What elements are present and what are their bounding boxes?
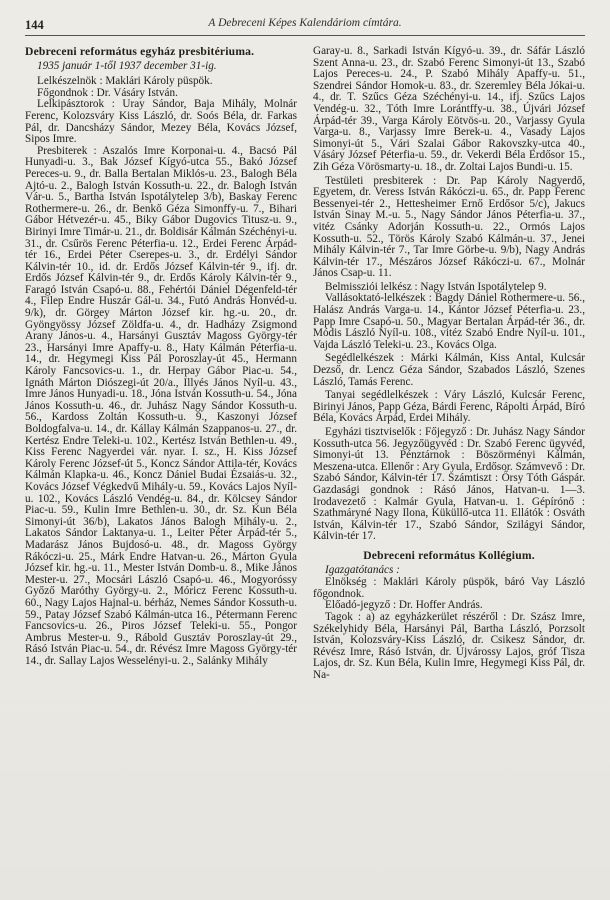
left-column bbox=[25, 46, 297, 681]
running-title: A Debreceni Képes Kalendáriom címtára. bbox=[208, 17, 402, 29]
college-presidency-line: Elnökség : Maklári Károly püspök, báró Vay László főgondnok. bbox=[313, 576, 585, 600]
farm-assistant-pastors-paragraph: Tanyai segédlelkészek : Váry László, Kulcsár Ferenc, Birinyi János, Papp Géza, Bárdi Ferenc, Rápolti Árpád, Bíró Béla, Kovács Árpád, Erdei Mihály. bbox=[313, 389, 585, 425]
presbytery-date-range: 1935 január 1-től 1937 december 31-ig. bbox=[37, 59, 217, 72]
pastors-paragraph: Lelkipásztorok : Uray Sándor, Baja Mihály, Molnár Ferenc, Kolozsváry Kiss László, dr. Soós Béla, dr. Farkas Pál, dr. Dancsházy Sándor, Mezey Béla, Kovács József, Sipos Imre. bbox=[25, 98, 297, 146]
presbyters-paragraph-part1: Presbiterek : Aszalós Imre Korponai-u. 4., Bacsó Pál Hunyadi-u. 3., Bak József Kígyó-utca 55., Bakó József Pereces-u. 9., dr. Balla Bertalan Miklós-u. 23., Balogh Béla Ajtó-u. 2., Balogh István Kossuth-u. 22., dr. Balogh István Vár-u. 5., Bartha István Ispotálytelep 3/b), Baskay Ferenc Rothermere-u. 26., dr. Benkő Géza Simonffy-u. 7., Bihari Gábor Hétvezér-u. 45., Biky Gábor Dugovics Titusz-u. 9., Birinyi Imre Timár-u. 21., dr. Boldisár Kálmán Széchényi-u. 31., dr. Csűrös Ferenc Péterfia-u. 12., Erdei Ferenc Árpád-tér 16., Erdei Péter Cserepes-u. 3., dr. Erdélyi Sándor Kálvin-tér 10., id. dr. Erdős József Kálvin-tér 9., ifj. dr. Erdős József Kálvin-tér 9., dr. Erdős Károly Kálvin-tér 9., Faragó István Csapó-u. 88., Fehértói Dániel Dégenfeld-tér 4., Filep Endre Huszár Gál-u. 34., Futó András Honvéd-u. 9/k), dr. Görgey Márton József kir. hg.-u. 20., dr. Gyöngyössy József Zöldfa-u. 4., dr. Hadházy Zsigmond Arany János-u. 4., Harsányi Gusztáv Magoss György-tér 23., Harsányi Imre Apaffy-u. 8., Haty Kálmán Péterfia-u. 14., dr. Hegymegi Kiss Pál Poroszlay-út 45., Hermann Károly Fancsovics-u. 1., dr. Herpay Gábor Piac-u. 54., Ignáth Márton Diószegi-út 20/a., Illyés János Nyíl-u. 43., Imre János Hunyadi-u. 18., Jóna István Kossuth-u. 54., Jóna János Kossuth-u. 46., dr. Juhász Nagy Sándor Kossuth-u. 56., Kardoss Zoltán Kossuth-u. 9., Kaszonyi József Boldogfalva-u. 14., dr. Kállay Kálmán Szappanos-u. 27., dr. Kertész Endre Teleki-u. 102., Kertész István Bethlen-u. 49., Kiss Ferenc Nagyerdei vár. nyar. I. sz., H. Kiss József Károly Ferenc József-út 5., Koncz Sándor Attila-tér, Kovács Kálmán Klapka-u. 46., Koncz Dániel Budai Ézsaiás-u. 32., Kovács József Végkedvű Mihály-u. 59., Kovács Lajos Nyíl-u. 102., Kovács László Vendég-u. 84., dr. Kölcsey Sándor Piac-u. 59., Kulin Imre Bethlen-u. 30., dr. Sz. Kun Béla Simonyi-út 36/b), Lakatos János Balogh Mihály-u. 2., Lakatos Sándor Laktanya-u. 1., Leiter Péter Árpád-tér 5., Madarász János Bujdosó-u. 48., dr. Magoss György Rákóczi-u. 25., Márk Endre Hatvan-u. 26., Márton Gyula József kir. hg.-u. 11., Mester István Domb-u. 8., Mike János Mester-u. 27., Mocsári László Csapó-u. 46., Mogyoróssy Győző Maróthy György-u. 2., Móricz Ferenc Kossuth-u. 60., Nagy Lajos Hajnal-u. bérház, Nemes Sándor Kossuth-u. 59., Patay József Szabó Kálmán-utca 16., Pétermann Ferenc Fancsovics-u. 26., Piros József Teleki-u. 55., Pongor Ambrus Mester-u. 9., Rábold Gusztáv Poroszlay-út 29., Rásó István Piac-u. 54., dr. Révész Imre Magoss György-tér 14., dr. Sallay Lajos Wesselényi-u. 2., Salánky Mihály bbox=[25, 144, 297, 667]
college-secretary-line: Előadó-jegyző : Dr. Hoffer András. bbox=[325, 599, 483, 612]
college-board-title: Igazgatótanács : bbox=[325, 563, 400, 576]
two-column-body bbox=[25, 46, 585, 681]
header-rule bbox=[25, 35, 585, 36]
college-heading: Debreceni református Kollégium. bbox=[363, 548, 535, 562]
home-mission-pastor-line: Belmissziói lelkész : Nagy István Ispotálytelep 9. bbox=[325, 280, 547, 293]
chief-curator-line: Főgondnok : Dr. Vásáry István. bbox=[37, 86, 178, 99]
college-members-paragraph: Tagok : a) az egyházkerület részéről : Dr. Szász Imre, Székelyhidy Béla, Harsányi Pál, Bartha László, Porzsolt István, Kolozsváry-Kiss László, dr. Csikesz Sándor, dr. Révész Imre, Rásó István, dr. Újvárossy Lajos, gróf Tisza Lajos, dr. Sz. Kun Béla, Kulin Imre, Hegymegi Kiss Pál, dr. Na- bbox=[313, 610, 585, 681]
president-line: Lelkészelnök : Maklári Károly püspök. bbox=[37, 75, 213, 88]
presbyters-paragraph-part2: Garay-u. 8., Sarkadi István Kígyó-u. 39., dr. Sáfár László Szent Anna-u. 23., dr. Szabó Ferenc Simonyi-út 13., Szabó Lajos Pereces-u. 24., P. Szabó Mihály Apaffy-u. 51., Szendrei Sándor Homok-u. 83., dr. Szeremley Béla Jókai-u. 4., dr. T. Szűcs Géza Széchényi-u. 14., ifj. Szűcs Lajos Vendég-u. 32., Tóth Imre Lorántffy-u. 38., Újvári József Árpád-tér 39., Varga Károly Eötvös-u. 20., Varjassy Gyula Varga-u. 8., Varjassy Imre Berek-u. 4., Vasady Lajos Simonyi-út 5., Vári Szalai Gábor Rakovszky-utca 40., Vásáry József Péterfia-u. 59., dr. Vekerdi Béla Erdősor 15., Zih Géza Vörösmarty-u. 18., dr. Zoltai Lajos Bundi-u. 15. bbox=[313, 45, 585, 173]
corporate-presbyters-paragraph: Testületi presbiterek : Dr. Pap Károly Nagyerdő, Egyetem, dr. Veress István Rákóczi-u. 65., dr. Papp Ferenc Bessenyei-tér 2., Hettesheimer Ernő Erdősor 5/c), Jakucs István Sinay M.-u. 5., Nagy Sándor János Péterfia-u. 37., vitéz Csánky Adorján Kossuth-u. 22., Ormós Lajos Kossuth-u. 52., Törös Károly Szabó Kálmán-u. 37., Jenei Mihály Kálvin-tér 7., Tar Imre Görbe-u. 9/b), Nagy András Kálvin-tér 17., Mészáros József Rákóczi-u. 67., Molnár János Csap-u. 11. bbox=[313, 174, 585, 280]
church-officials-paragraph: Egyházi tisztviselők : Főjegyző : Dr. Juhász Nagy Sándor Kossuth-utca 56. Jegyzőügyvéd : Dr. Szabó Ferenc ügyvéd, Simonyi-út 13. Pénztárnok : Böszörményi Kálmán, Meszena-utca. Ellenőr : Ary Gyula, Erdősor. Számvevő : Dr. Szabó Sándor, Kálvin-tér 17. Számtiszt : Őrsy Tóth Gáspár. Gazdasági gondnok : Rásó János, Hatvan-u. 1—3. Irodavezető : Kalmár Gyula, Hatvan-u. 1. Gépírónő : Szathmáryné Nagy Ilona, Küküllő-utca 11. Ellátók : Osváth István, Kálvin-tér 17., Szabó Sándor, Szilágyi Sándor, Kálvin-tér 17. bbox=[313, 426, 585, 543]
right-column bbox=[313, 46, 585, 681]
page-number: 144 bbox=[25, 18, 44, 32]
assistant-pastors-paragraph: Segédlelkészek : Márki Kálmán, Kiss Antal, Kulcsár Dezső, dr. Lencz Géza Sándor, Szabados László, Szenes László, Tamás Ferenc. bbox=[313, 352, 585, 388]
page-header bbox=[25, 16, 585, 32]
presbytery-heading: Debreceni református egyház presbitériuma. bbox=[25, 45, 255, 58]
religion-teachers-paragraph: Vallásoktató-lelkészek : Bagdy Dániel Rothermere-u. 56., Halász András Varga-u. 14., Kántor József Péterfia-u. 23., Papp Imre Csapó-u. 50., Magyar Bertalan Árpád-tér 36., dr. Módis László Nyíl-u. 108., vitéz Szabó Endre Nyíl-u. 101., Vajda László Teleki-u. 23., Kovács Olga. bbox=[313, 292, 585, 351]
